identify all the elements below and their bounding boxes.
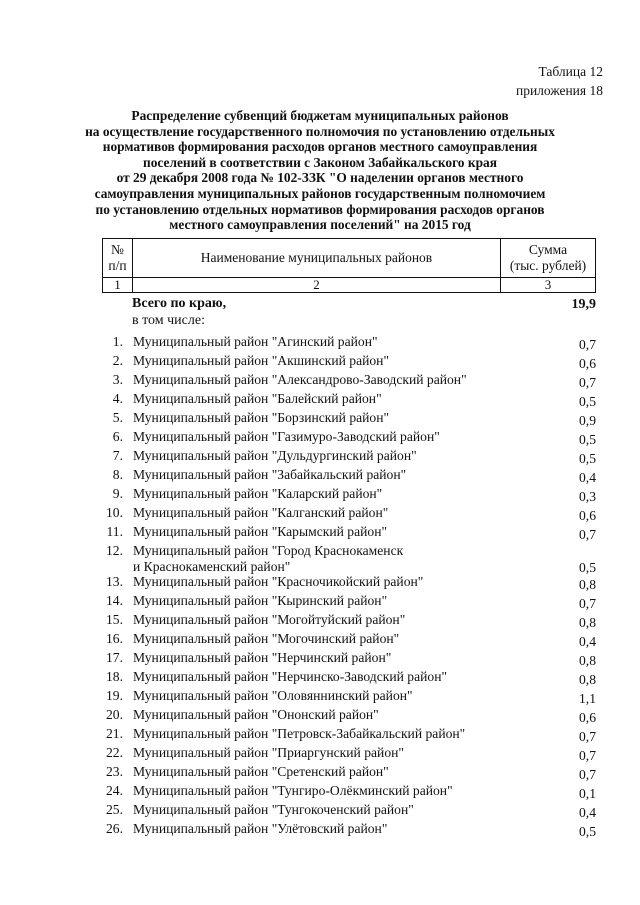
district-name: Муниципальный район "Нерчинско-Заводский район" (133, 669, 448, 684)
column-index: 3 (501, 278, 596, 293)
row-number: 24. (106, 783, 123, 798)
title-line: Распределение субвенций бюджетам муниципальных районов (131, 108, 509, 123)
header-number-line2: п/п (108, 258, 127, 273)
title-line: на осуществление государственного полномочия по установлению отдельных (85, 123, 555, 139)
district-name: Муниципальный район "Улётовский район" (133, 821, 388, 836)
district-amount: 0,7 (579, 527, 596, 542)
district-amount: 0,4 (579, 634, 596, 649)
district-amount: 0,6 (579, 710, 596, 725)
district-name: Муниципальный район "Борзинский район" (133, 410, 390, 425)
district-amount: 0,3 (579, 489, 596, 504)
district-name-continued: и Краснокаменский район" (133, 559, 291, 574)
district-amount: 0,8 (579, 615, 596, 630)
appendix-caption: приложения 18 (515, 83, 603, 98)
district-name: Муниципальный район "Калганский район" (133, 505, 389, 520)
row-number: 7. (112, 448, 123, 463)
row-number: 18. (106, 669, 123, 684)
district-amount: 0,7 (579, 767, 596, 782)
header-amount (501, 239, 596, 278)
column-index: 1 (103, 278, 133, 293)
row-number: 26. (106, 821, 123, 836)
district-name: Муниципальный район "Могойтуйский район" (133, 612, 406, 627)
title-line: по установлению отдельных нормативов формирования расходов органов (95, 201, 545, 217)
district-name: Муниципальный район "Агинский район" (133, 334, 378, 349)
district-amount: 0,5 (579, 432, 596, 447)
document-title (80, 108, 560, 233)
district-name: Муниципальный район "Могочинский район" (133, 631, 400, 646)
district-name: Муниципальный район "Каларский район" (133, 486, 383, 501)
row-number: 5. (112, 410, 123, 425)
district-name: Муниципальный район "Александрово-Заводский район" (133, 372, 467, 387)
district-name: Муниципальный район "Оловяннинский район" (133, 688, 413, 703)
row-number: 1. (112, 334, 123, 349)
title-line: от 29 декабря 2008 года № 102-ЗЗК "О наделении органов местного (116, 170, 524, 186)
district-name: Муниципальный район "Балейский район" (133, 391, 382, 406)
district-amount: 0,7 (579, 596, 596, 611)
district-amount: 0,7 (579, 729, 596, 744)
row-number: 8. (112, 467, 123, 482)
district-name: Муниципальный район "Приаргунский район" (133, 745, 404, 760)
district-name: Муниципальный район "Тунгокоченский район" (133, 802, 414, 817)
district-amount: 0,7 (579, 375, 596, 390)
row-number: 4. (112, 391, 123, 406)
district-amount: 0,6 (579, 356, 596, 371)
district-amount: 0,5 (579, 824, 596, 839)
row-number: 10. (106, 505, 123, 520)
row-number: 3. (112, 372, 123, 387)
row-number: 23. (106, 764, 123, 779)
title-line: местного самоуправления поселений" на 2015 год (169, 217, 471, 233)
row-number: 22. (106, 745, 123, 760)
district-name: Муниципальный район "Кыринский район" (133, 593, 388, 608)
header-district-name: Наименование муниципальных районов (133, 239, 501, 278)
row-number: 9. (112, 486, 123, 501)
row-number: 25. (106, 802, 123, 817)
district-amount: 0,6 (579, 508, 596, 523)
district-name: Муниципальный район "Карымский район" (133, 524, 388, 539)
district-amount: 0,8 (579, 577, 596, 592)
table-number-caption: Таблица 12 (538, 64, 603, 79)
title-line: поселений в соответствии с Законом Забайкальского края (143, 154, 497, 170)
header-amount-line1: Сумма (528, 242, 568, 257)
district-name: Муниципальный район "Петровск-Забайкальский район" (133, 726, 466, 741)
district-amount: 1,1 (579, 691, 596, 706)
district-amount: 0,4 (579, 805, 596, 820)
district-amount: 0,8 (579, 653, 596, 668)
district-name: Муниципальный район "Город Краснокаменск (133, 543, 404, 558)
row-number: 21. (106, 726, 123, 741)
district-name: Муниципальный район "Акшинский район" (133, 353, 390, 368)
header-number-line1: № (111, 242, 124, 257)
district-amount: 0,5 (579, 560, 596, 575)
row-number: 20. (106, 707, 123, 722)
row-number: 16. (106, 631, 123, 646)
district-amount: 0,7 (579, 748, 596, 763)
table-header (102, 238, 596, 293)
row-number: 17. (106, 650, 123, 665)
row-number: 14. (106, 593, 123, 608)
district-name: Муниципальный район "Ононский район" (133, 707, 379, 722)
district-name: Муниципальный район "Нерчинский район" (133, 650, 392, 665)
total-label: Всего по краю, (132, 296, 227, 311)
header-number (103, 239, 133, 278)
district-name: Муниципальный район "Тунгиро-Олёкминский район" (133, 783, 453, 798)
district-amount: 0,1 (579, 786, 596, 801)
district-amount: 0,4 (579, 470, 596, 485)
title-line: самоуправления муниципальных районов государственным полномочием (94, 185, 546, 201)
district-name: Муниципальный район "Дульдургинский район" (133, 448, 417, 463)
row-number: 2. (112, 353, 123, 368)
row-number: 12. (106, 543, 123, 558)
district-amount: 0,5 (579, 451, 596, 466)
district-name: Муниципальный район "Забайкальский район" (133, 467, 407, 482)
column-index: 2 (133, 278, 501, 293)
row-number: 6. (112, 429, 123, 444)
district-name: Муниципальный район "Красночикойский район" (133, 574, 424, 589)
row-number: 11. (106, 524, 123, 539)
district-name: Муниципальный район "Сретенский район" (133, 764, 389, 779)
district-name: Муниципальный район "Газимуро-Заводский район" (133, 429, 440, 444)
district-amount: 0,9 (579, 413, 596, 428)
row-number: 13. (106, 574, 123, 589)
row-number: 15. (106, 612, 123, 627)
including-label: в том числе: (132, 313, 205, 328)
total-value: 19,9 (571, 297, 596, 312)
district-amount: 0,8 (579, 672, 596, 687)
title-line: нормативов формирования расходов органов местного самоуправления (102, 139, 538, 155)
district-amount: 0,7 (579, 337, 596, 352)
row-number: 19. (106, 688, 123, 703)
district-amount: 0,5 (579, 394, 596, 409)
header-amount-line2: (тыс. рублей) (509, 258, 587, 273)
